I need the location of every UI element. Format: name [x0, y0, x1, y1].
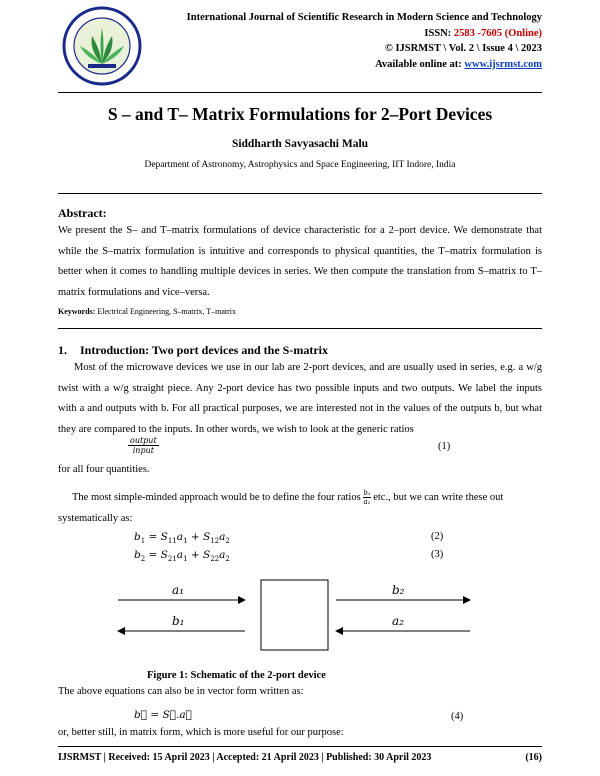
eq3-a2: a	[219, 549, 226, 561]
eq2-s1: = S	[145, 531, 168, 543]
eq3-s2: + S	[187, 549, 211, 561]
keywords-rule	[58, 328, 542, 329]
section-title: Introduction: Two port devices and the S-matrix	[80, 343, 329, 357]
eq3-a2-sub: 2	[225, 555, 230, 564]
paper-title: S – and T– Matrix Formulations for 2–Port Devices	[107, 104, 493, 124]
ratio-denominator: a₁	[363, 498, 371, 506]
equation-1	[128, 436, 159, 455]
eq2-lhs: b	[134, 531, 141, 543]
after-figure-text: The above equations can also be in vector form written as:	[58, 686, 304, 697]
keywords-text: Electrical Engineering, S–matrix, T–matrix	[95, 307, 237, 316]
device-box	[261, 580, 328, 650]
eq3-lhs-sub: 2	[140, 555, 146, 564]
header-rule	[58, 92, 542, 93]
eq2-a1-sub: 1	[183, 537, 188, 546]
equation-2	[134, 531, 230, 545]
ratio-numerator: b₁	[363, 489, 371, 497]
label-b1: b₁	[172, 614, 185, 628]
ratio-text-b: etc., but we can write these out	[373, 491, 504, 503]
eq3-lhs: b	[134, 549, 141, 561]
equation-3	[134, 549, 230, 563]
section-number: 1.	[58, 343, 67, 357]
eq2-s1-sub: 11	[167, 537, 177, 546]
abstract-text: We present the S– and T–matrix formulations of device characteristic for a 2–port device. We demonstrate that while the S–matrix formulation is intuitive and corresponds to physical quantities, the T–matrix formulation is better when it comes to handling multiple devices in series. We then compute the translation from S–matrix to T–matrix formulations and vice–versa.	[58, 225, 542, 298]
figure-caption: Figure 1: Schematic of the 2-port device	[147, 670, 326, 681]
eq2-a1: a	[176, 531, 184, 543]
ratio-text-a: The most simple-minded approach would be to define the four ratios	[72, 491, 361, 503]
journal-url-link[interactable]: www.ijsrmst.com	[464, 58, 542, 70]
footer-dates: IJSRMST | Received: 15 April 2023 | Accepted: 21 April 2023 | Published: 30 April 2023	[58, 752, 432, 763]
after-eq1-text: for all four quantities.	[58, 464, 150, 475]
eq4-number: (4)	[451, 711, 464, 722]
eq3-number: (3)	[431, 549, 444, 560]
equation-4: b⃗ = S⃗.a⃗	[134, 709, 192, 721]
page-number: (16)	[525, 752, 542, 763]
eq3-a1-sub: 1	[183, 555, 188, 564]
two-port-schematic	[110, 576, 490, 656]
eq2-lhs-sub: 1	[140, 537, 146, 546]
issn-line	[187, 26, 542, 42]
footer-rule	[58, 746, 542, 747]
issn-value: 2583 -7605 (Online)	[453, 27, 542, 39]
ratio-text-c: systematically as:	[58, 513, 133, 524]
label-a2: a₂	[392, 614, 404, 628]
author-affiliation: Department of Astronomy, Astrophysics and Space Engineering, IIT Indore, India	[144, 160, 456, 170]
eq1-numerator: output	[130, 436, 157, 445]
availability-line	[187, 57, 542, 73]
eq2-number: (2)	[431, 531, 444, 542]
ratio-fraction	[363, 489, 370, 506]
ratio-sentence	[72, 489, 503, 506]
journal-name: International Journal of Scientific Research in Modern Science and Technology	[186, 12, 542, 23]
eq2-s2: + S	[187, 531, 211, 543]
author-name: Siddharth Savyasachi Malu	[231, 138, 369, 150]
label-b2: b₂	[392, 583, 405, 597]
eq1-denominator: input	[132, 446, 154, 455]
journal-logo	[62, 6, 142, 86]
eq2-a2-sub: 2	[225, 537, 230, 546]
eq3-s1: = S	[145, 549, 168, 561]
eq2-a2: a	[219, 531, 226, 543]
section-heading	[58, 343, 328, 358]
label-a1: a₁	[172, 583, 184, 597]
eq3-s1-sub: 21	[167, 555, 177, 564]
keywords-line	[58, 307, 236, 316]
abstract-heading: Abstract:	[58, 206, 107, 220]
journal-header	[187, 10, 542, 72]
eq3-a1: a	[176, 549, 184, 561]
intro-paragraph: Most of the microwave devices we use in our lab are 2-port devices, and are usually used in series, e.g. a w/g twist with a w/g straight piece. Any 2-port device has two possible inputs and two outputs. We label the inputs with a and outputs with b. For all practical purposes, we are interested not in the values of the outputs b, but what they are compared to the inputs. In other words, we wish to look at the generic ratios	[58, 362, 542, 435]
issn-label: ISSN:	[424, 27, 454, 39]
volume-line: © IJSRMST \ Vol. 2 \ Issue 4 \ 2023	[384, 43, 542, 54]
eq2-s2-sub: 12	[210, 537, 220, 546]
keywords-label: Keywords:	[58, 307, 96, 316]
after-eq4-text: or, better still, in matrix form, which is more useful for our purpose:	[58, 727, 344, 738]
available-label: Available online at:	[375, 58, 465, 70]
eq1-number: (1)	[438, 441, 451, 452]
abstract-rule	[58, 193, 542, 194]
eq3-s2-sub: 22	[210, 555, 220, 564]
